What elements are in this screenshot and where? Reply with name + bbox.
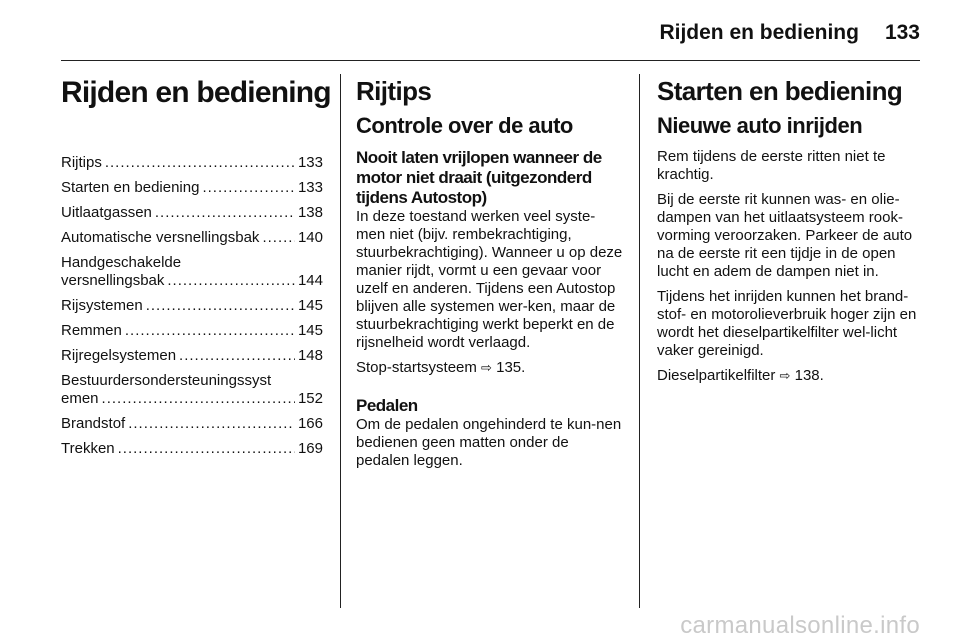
toc-entry-page: 133 <box>297 179 323 196</box>
reference-stop-start[interactable] <box>356 359 624 377</box>
watermark: carmanualsonline.info <box>680 612 920 639</box>
toc-entry-label: Trekken <box>61 440 115 457</box>
toc-entry-label: Rijsystemen <box>61 297 143 314</box>
toc-entry-page: 145 <box>297 297 323 314</box>
toc-leader-dots <box>125 322 295 340</box>
toc-leader-dots <box>146 297 295 315</box>
topic-heading-vrijlopen: Nooit laten vrijlopen wanneer de motor niet draait (uitgezonderd tijdens Autostop) <box>356 148 602 207</box>
toc-leader-dots <box>128 415 295 433</box>
toc-entry[interactable] <box>61 322 323 340</box>
toc-entry-label-first-line: Handgeschakelde <box>61 254 182 271</box>
toc-entry[interactable] <box>61 440 323 458</box>
rijtips-column <box>356 74 624 477</box>
toc-leader-dots <box>118 440 295 458</box>
toc-entry-label: emen <box>61 390 99 407</box>
reference-label: Dieselpartikelfilter <box>657 367 776 384</box>
toc-entry-page: 133 <box>297 154 323 171</box>
chapter-title: Rijden en bediening <box>61 76 331 109</box>
toc-entry-label: Remmen <box>61 322 122 339</box>
toc-entry-label: Starten en bediening <box>61 179 200 196</box>
reference-arrow-icon: ⇨ <box>779 368 791 383</box>
toc-entry[interactable] <box>61 297 323 315</box>
toc-entry-label: Rijregelsystemen <box>61 347 177 364</box>
section-heading-rijtips: Rijtips <box>356 76 432 106</box>
toc-entry[interactable] <box>61 204 323 222</box>
column-divider-1 <box>340 74 341 608</box>
section-heading-starten: Starten en bediening <box>657 76 903 106</box>
toc-leader-dots <box>179 347 295 365</box>
toc-leader-dots <box>167 272 295 290</box>
reference-arrow-icon: ⇨ <box>481 360 492 375</box>
page-number: 133 <box>884 21 920 44</box>
reference-label: Stop-startsysteem <box>356 359 477 376</box>
starten-column <box>657 74 920 392</box>
column-divider-2 <box>639 74 640 608</box>
toc-entry-page: 169 <box>297 440 323 457</box>
toc-entry-label: Brandstof <box>61 415 126 432</box>
toc-entry-label: Uitlaatgassen <box>61 204 152 221</box>
toc-leader-dots <box>102 390 295 408</box>
paragraph-vrijlopen: In deze toestand werken veel syste-men niet (bijv. rembekrachtiging, stuurbekrachtiging). Wanneer u op deze manier rijdt, vormt u een gevaar voor uzelf en anderen. Tijdens een Autostop blijven alle systemen wer-ken, maar de stuurbekrachtiging werkt beperkt en de rijsnelheid wordt verlaagd. <box>356 208 623 351</box>
toc-entry-page: 140 <box>297 229 323 246</box>
toc-leader-dots <box>155 204 295 222</box>
paragraph-remmen: Rem tijdens de eerste ritten niet te krachtig. <box>657 148 886 183</box>
toc-entry[interactable] <box>61 179 323 197</box>
header-title: Rijden en bediening <box>659 21 859 44</box>
toc-entry[interactable] <box>61 347 323 365</box>
toc-entry-label: Automatische versnellingsbak <box>61 229 260 246</box>
toc-entry-page: 145 <box>297 322 323 339</box>
topic-heading-pedalen: Pedalen <box>356 396 418 415</box>
toc-entry-page: 144 <box>297 272 323 289</box>
toc-leader-dots <box>262 229 295 247</box>
page-header <box>659 16 920 50</box>
toc-entry-label: versnellingsbak <box>61 272 165 289</box>
toc-entry[interactable] <box>61 254 323 290</box>
toc-entry-label-first-line: Bestuurdersondersteuningssyst <box>61 372 272 389</box>
toc-entry-page: 166 <box>297 415 323 432</box>
toc-entry[interactable] <box>61 229 323 247</box>
paragraph-dampen: Bij de eerste rit kunnen was- en olie-dampen van het uitlaatsysteem rook-vorming veroorzaken. Parkeer de auto na de eerste rit een tijdje in de open lucht en adem de dampen niet in. <box>657 191 913 280</box>
toc-entry[interactable] <box>61 154 323 172</box>
toc-entry[interactable] <box>61 415 323 433</box>
reference-dieselpartikelfilter[interactable] <box>657 367 920 385</box>
paragraph-pedalen: Om de pedalen ongehinderd te kun-nen bedienen geen matten onder de pedalen leggen. <box>356 416 622 469</box>
header-divider <box>61 60 920 61</box>
table-of-contents <box>61 154 323 458</box>
toc-leader-dots <box>202 179 295 197</box>
toc-entry-page: 152 <box>297 390 323 407</box>
toc-entry[interactable] <box>61 372 323 408</box>
toc-column <box>61 74 331 465</box>
toc-entry-page: 148 <box>297 347 323 364</box>
subsection-heading-controle: Controle over de auto <box>356 113 573 138</box>
paragraph-verbruik: Tijdens het inrijden kunnen het brand-stof- en motorolieverbruik hoger zijn en wordt het dieselpartikelfilter wel-licht vaker gereinigd. <box>657 288 917 359</box>
reference-page: 138. <box>794 367 824 384</box>
toc-leader-dots <box>105 154 295 172</box>
toc-entry-label: Rijtips <box>61 154 102 171</box>
subsection-heading-inrijden: Nieuwe auto inrijden <box>657 113 863 138</box>
toc-entry-page: 138 <box>297 204 323 221</box>
reference-page: 135. <box>496 359 526 376</box>
